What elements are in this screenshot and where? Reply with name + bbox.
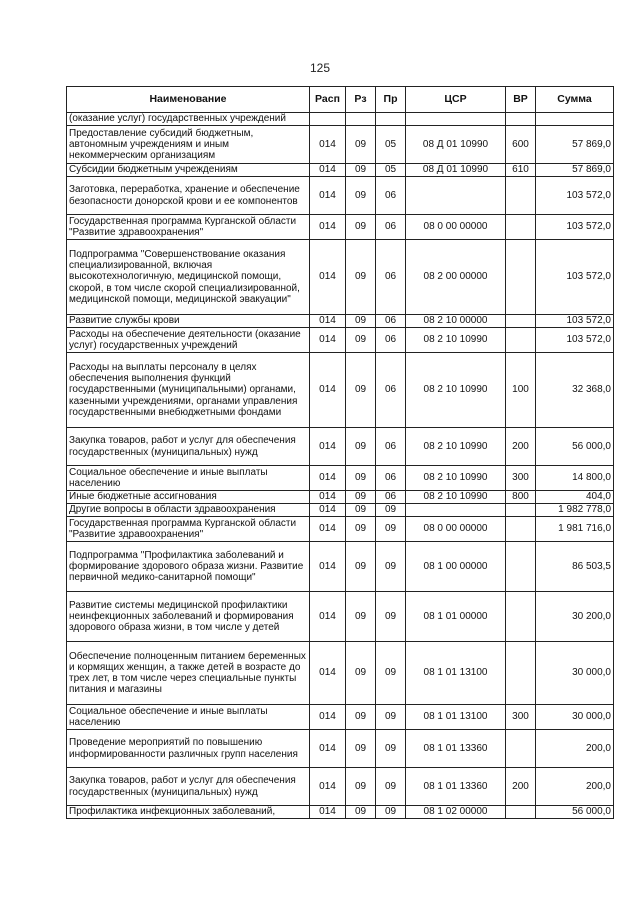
sum-cell: 1 982 778,0 bbox=[536, 504, 614, 517]
sum-cell: 30 200,0 bbox=[536, 592, 614, 642]
sum-cell: 30 000,0 bbox=[536, 705, 614, 730]
name-cell: Закупка товаров, работ и услуг для обеспечения государственных (муниципальных) нужд bbox=[67, 768, 310, 806]
header-pr: Пр bbox=[376, 87, 406, 113]
table-row bbox=[67, 353, 614, 428]
vr-cell bbox=[506, 806, 536, 819]
rz-cell: 09 bbox=[346, 504, 376, 517]
pr-cell: 09 bbox=[376, 517, 406, 542]
pr-cell: 09 bbox=[376, 806, 406, 819]
csr-cell: 08 1 02 00000 bbox=[406, 806, 506, 819]
pr-cell: 06 bbox=[376, 491, 406, 504]
rz-cell: 09 bbox=[346, 806, 376, 819]
name-cell: Социальное обеспечение и иные выплаты населению bbox=[67, 705, 310, 730]
header-vr: ВР bbox=[506, 87, 536, 113]
rz-cell: 09 bbox=[346, 542, 376, 592]
sum-cell: 404,0 bbox=[536, 491, 614, 504]
rz-cell: 09 bbox=[346, 730, 376, 768]
sum-cell: 56 000,0 bbox=[536, 428, 614, 466]
name-cell: Подпрограмма "Профилактика заболеваний и формирование здорового образа жизни. Развитие первичной медико-санитарной помощи" bbox=[67, 542, 310, 592]
pr-cell: 06 bbox=[376, 215, 406, 240]
name-cell: Профилактика инфекционных заболеваний, bbox=[67, 806, 310, 819]
name-cell: Проведение мероприятий по повышению информированности различных групп населения bbox=[67, 730, 310, 768]
sum-cell: 200,0 bbox=[536, 768, 614, 806]
name-cell: Закупка товаров, работ и услуг для обеспечения государственных (муниципальных) нужд bbox=[67, 428, 310, 466]
pr-cell: 09 bbox=[376, 768, 406, 806]
pr-cell: 05 bbox=[376, 164, 406, 177]
header-name: Наименование bbox=[67, 87, 310, 113]
rasp-cell: 014 bbox=[310, 517, 346, 542]
vr-cell bbox=[506, 240, 536, 315]
vr-cell: 300 bbox=[506, 705, 536, 730]
vr-cell: 200 bbox=[506, 768, 536, 806]
vr-cell bbox=[506, 517, 536, 542]
vr-cell bbox=[506, 542, 536, 592]
rasp-cell: 014 bbox=[310, 806, 346, 819]
rasp-cell: 014 bbox=[310, 592, 346, 642]
csr-cell: 08 1 00 00000 bbox=[406, 542, 506, 592]
vr-cell bbox=[506, 504, 536, 517]
rz-cell: 09 bbox=[346, 328, 376, 353]
name-cell: Подпрограмма "Совершенствование оказания специализированной, включая высокотехнологичную, медицинской помощи, скорой, в том числе скорой специализированной, медицинской помощи, медицинской эвакуации" bbox=[67, 240, 310, 315]
table-row bbox=[67, 504, 614, 517]
pr-cell: 05 bbox=[376, 126, 406, 164]
rz-cell: 09 bbox=[346, 215, 376, 240]
rasp-cell: 014 bbox=[310, 328, 346, 353]
rz-cell: 09 bbox=[346, 466, 376, 491]
csr-cell: 08 2 10 10990 bbox=[406, 491, 506, 504]
sum-cell: 56 000,0 bbox=[536, 806, 614, 819]
table-row bbox=[67, 542, 614, 592]
rz-cell: 09 bbox=[346, 768, 376, 806]
name-cell: Расходы на обеспечение деятельности (оказание услуг) государственных учреждений bbox=[67, 328, 310, 353]
vr-cell bbox=[506, 177, 536, 215]
name-cell: Развитие службы крови bbox=[67, 315, 310, 328]
name-cell: Обеспечение полноценным питанием беременных и кормящих женщин, а также детей в возрасте до трех лет, в том числе через специальные пункты питания и магазины bbox=[67, 642, 310, 705]
pr-cell: 09 bbox=[376, 592, 406, 642]
csr-cell: 08 2 10 10990 bbox=[406, 466, 506, 491]
vr-cell: 600 bbox=[506, 126, 536, 164]
pr-cell: 06 bbox=[376, 315, 406, 328]
sum-cell: 103 572,0 bbox=[536, 315, 614, 328]
rz-cell: 09 bbox=[346, 517, 376, 542]
pr-cell: 06 bbox=[376, 466, 406, 491]
sum-cell: 103 572,0 bbox=[536, 328, 614, 353]
table-row bbox=[67, 113, 614, 126]
header-csr: ЦСР bbox=[406, 87, 506, 113]
pr-cell: 09 bbox=[376, 642, 406, 705]
table-row bbox=[67, 328, 614, 353]
pr-cell: 06 bbox=[376, 328, 406, 353]
rz-cell: 09 bbox=[346, 428, 376, 466]
header-rasp: Расп bbox=[310, 87, 346, 113]
rasp-cell: 014 bbox=[310, 768, 346, 806]
table-row bbox=[67, 315, 614, 328]
rasp-cell: 014 bbox=[310, 491, 346, 504]
pr-cell: 06 bbox=[376, 353, 406, 428]
name-cell: Субсидии бюджетным учреждениям bbox=[67, 164, 310, 177]
csr-cell: 08 2 10 00000 bbox=[406, 315, 506, 328]
table-row bbox=[67, 642, 614, 705]
rasp-cell: 014 bbox=[310, 240, 346, 315]
name-cell: Государственная программа Курганской области "Развитие здравоохранения" bbox=[67, 215, 310, 240]
csr-cell: 08 0 00 00000 bbox=[406, 215, 506, 240]
rasp-cell: 014 bbox=[310, 642, 346, 705]
rasp-cell: 014 bbox=[310, 504, 346, 517]
rasp-cell: 014 bbox=[310, 164, 346, 177]
pr-cell: 06 bbox=[376, 240, 406, 315]
pr-cell bbox=[376, 113, 406, 126]
page-number: 125 bbox=[309, 61, 331, 75]
csr-cell: 08 1 01 13100 bbox=[406, 642, 506, 705]
vr-cell: 100 bbox=[506, 353, 536, 428]
vr-cell bbox=[506, 592, 536, 642]
table-row bbox=[67, 491, 614, 504]
name-cell: Иные бюджетные ассигнования bbox=[67, 491, 310, 504]
csr-cell bbox=[406, 177, 506, 215]
table-row bbox=[67, 592, 614, 642]
csr-cell: 08 1 01 13360 bbox=[406, 730, 506, 768]
vr-cell: 800 bbox=[506, 491, 536, 504]
vr-cell bbox=[506, 215, 536, 240]
header-sum: Сумма bbox=[536, 87, 614, 113]
vr-cell bbox=[506, 315, 536, 328]
sum-cell: 103 572,0 bbox=[536, 177, 614, 215]
rasp-cell: 014 bbox=[310, 542, 346, 592]
rasp-cell: 014 bbox=[310, 705, 346, 730]
pr-cell: 09 bbox=[376, 705, 406, 730]
rz-cell bbox=[346, 113, 376, 126]
rasp-cell: 014 bbox=[310, 353, 346, 428]
sum-cell: 103 572,0 bbox=[536, 240, 614, 315]
pr-cell: 06 bbox=[376, 177, 406, 215]
vr-cell: 200 bbox=[506, 428, 536, 466]
name-cell: Государственная программа Курганской области "Развитие здравоохранения" bbox=[67, 517, 310, 542]
table-row bbox=[67, 177, 614, 215]
sum-cell: 30 000,0 bbox=[536, 642, 614, 705]
header-rz: Рз bbox=[346, 87, 376, 113]
table-header-row bbox=[67, 87, 614, 113]
rasp-cell: 014 bbox=[310, 126, 346, 164]
csr-cell: 08 Д 01 10990 bbox=[406, 126, 506, 164]
sum-cell bbox=[536, 113, 614, 126]
name-cell: Расходы на выплаты персоналу в целях обеспечения выполнения функций государственными (муниципальными) органами, казенными учреждениями, органами управления государственными внебюджетными фондами bbox=[67, 353, 310, 428]
rz-cell: 09 bbox=[346, 177, 376, 215]
table-row bbox=[67, 126, 614, 164]
rasp-cell: 014 bbox=[310, 315, 346, 328]
rasp-cell: 014 bbox=[310, 466, 346, 491]
table-row bbox=[67, 215, 614, 240]
name-cell: (оказание услуг) государственных учреждений bbox=[67, 113, 310, 126]
sum-cell: 86 503,5 bbox=[536, 542, 614, 592]
vr-cell bbox=[506, 113, 536, 126]
rz-cell: 09 bbox=[346, 642, 376, 705]
table-row bbox=[67, 705, 614, 730]
pr-cell: 09 bbox=[376, 730, 406, 768]
csr-cell: 08 1 01 13100 bbox=[406, 705, 506, 730]
table-row bbox=[67, 517, 614, 542]
rz-cell: 09 bbox=[346, 592, 376, 642]
vr-cell bbox=[506, 642, 536, 705]
table-row bbox=[67, 730, 614, 768]
table-row bbox=[67, 428, 614, 466]
csr-cell: 08 0 00 00000 bbox=[406, 517, 506, 542]
csr-cell: 08 2 00 00000 bbox=[406, 240, 506, 315]
rasp-cell: 014 bbox=[310, 215, 346, 240]
rz-cell: 09 bbox=[346, 240, 376, 315]
pr-cell: 09 bbox=[376, 542, 406, 592]
rz-cell: 09 bbox=[346, 315, 376, 328]
pr-cell: 06 bbox=[376, 428, 406, 466]
sum-cell: 1 981 716,0 bbox=[536, 517, 614, 542]
name-cell: Предоставление субсидий бюджетным, автономным учреждениям и иным некоммерческим организациям bbox=[67, 126, 310, 164]
rz-cell: 09 bbox=[346, 353, 376, 428]
vr-cell: 300 bbox=[506, 466, 536, 491]
rasp-cell: 014 bbox=[310, 177, 346, 215]
table-row bbox=[67, 768, 614, 806]
csr-cell: 08 2 10 10990 bbox=[406, 428, 506, 466]
budget-table bbox=[66, 86, 614, 819]
vr-cell: 610 bbox=[506, 164, 536, 177]
rasp-cell: 014 bbox=[310, 730, 346, 768]
rz-cell: 09 bbox=[346, 164, 376, 177]
sum-cell: 57 869,0 bbox=[536, 126, 614, 164]
csr-cell: 08 2 10 10990 bbox=[406, 328, 506, 353]
sum-cell: 14 800,0 bbox=[536, 466, 614, 491]
name-cell: Социальное обеспечение и иные выплаты населению bbox=[67, 466, 310, 491]
sum-cell: 57 869,0 bbox=[536, 164, 614, 177]
rasp-cell: 014 bbox=[310, 428, 346, 466]
csr-cell: 08 1 01 00000 bbox=[406, 592, 506, 642]
csr-cell bbox=[406, 113, 506, 126]
csr-cell: 08 Д 01 10990 bbox=[406, 164, 506, 177]
table-row bbox=[67, 164, 614, 177]
table-row bbox=[67, 806, 614, 819]
vr-cell bbox=[506, 328, 536, 353]
rasp-cell bbox=[310, 113, 346, 126]
csr-cell: 08 1 01 13360 bbox=[406, 768, 506, 806]
name-cell: Развитие системы медицинской профилактики неинфекционных заболеваний и формирования здорового образа жизни, в том числе у детей bbox=[67, 592, 310, 642]
csr-cell: 08 2 10 10990 bbox=[406, 353, 506, 428]
table-row bbox=[67, 466, 614, 491]
name-cell: Заготовка, переработка, хранение и обеспечение безопасности донорской крови и ее компонентов bbox=[67, 177, 310, 215]
pr-cell: 09 bbox=[376, 504, 406, 517]
sum-cell: 200,0 bbox=[536, 730, 614, 768]
rz-cell: 09 bbox=[346, 126, 376, 164]
name-cell: Другие вопросы в области здравоохранения bbox=[67, 504, 310, 517]
vr-cell bbox=[506, 730, 536, 768]
sum-cell: 32 368,0 bbox=[536, 353, 614, 428]
csr-cell bbox=[406, 504, 506, 517]
rz-cell: 09 bbox=[346, 705, 376, 730]
table-row bbox=[67, 240, 614, 315]
sum-cell: 103 572,0 bbox=[536, 215, 614, 240]
rz-cell: 09 bbox=[346, 491, 376, 504]
